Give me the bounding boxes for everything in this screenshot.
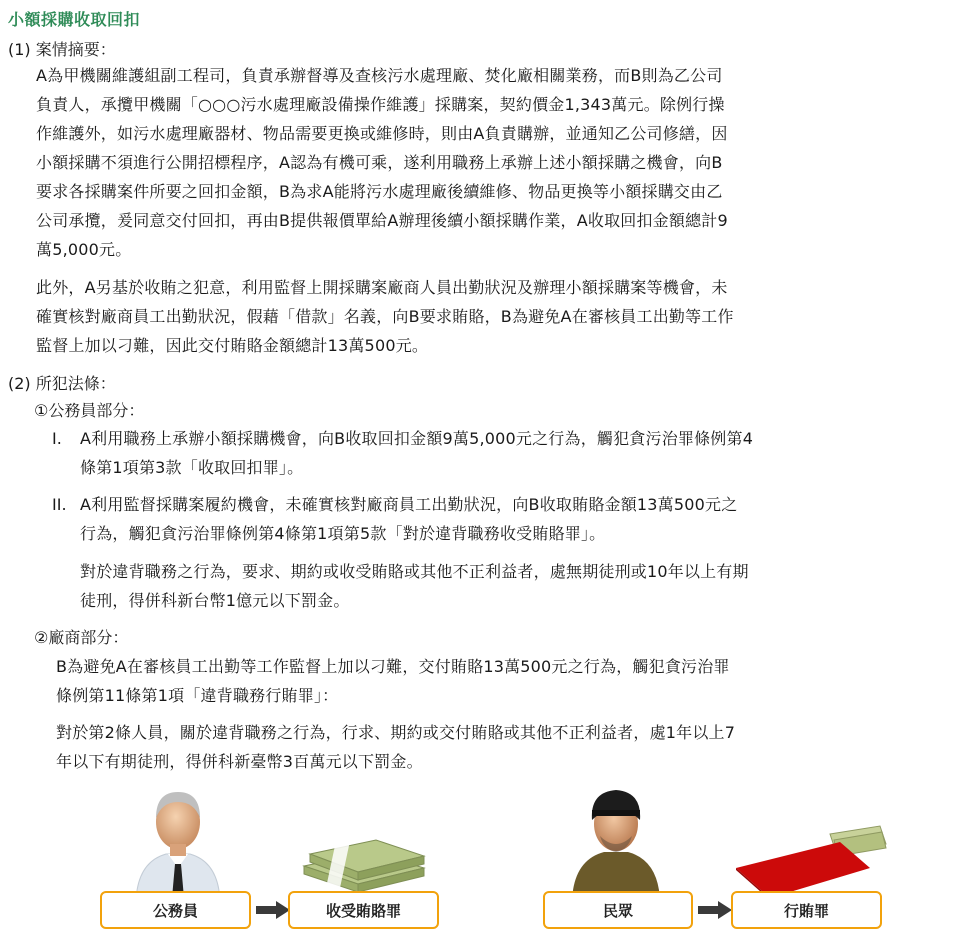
paragraph-line: 作維護外，如污水處理廠器材、物品需要更換或維修時，則由A負責購辦，並通知乙公司修繕，因 xyxy=(36,124,728,143)
label-box-civil-servant: 公務員 xyxy=(100,891,251,929)
paragraph-line: B為避免A在審核員工出勤等工作監督上加以刁難，交付賄賂13萬500元之行為，觸犯貪污治罪 xyxy=(56,657,730,676)
paragraph-line: 要求各採購案件所要之回扣金額，B為求A能將污水處理廠後續維修、物品更換等小額採購交由乙 xyxy=(36,182,723,201)
paragraph-line: 此外，A另基於收賄之犯意，利用監督上開採購案廠商人員出勤狀況及辦理小額採購案等機會，未 xyxy=(36,278,728,297)
item-marker: I. xyxy=(52,429,62,448)
section-heading: (2) 所犯法條： xyxy=(8,374,116,393)
paragraph-line: A利用職務上承辦小額採購機會，向B收取回扣金額9萬5,000元之行為，觸犯貪污治罪條例第4 xyxy=(80,429,754,448)
paragraph-line: 負責人，承攬甲機關「○○○污水處理廠設備操作維護」採購案，契約價金1,343萬元。除例行操 xyxy=(36,95,725,114)
civil-servant-figure xyxy=(128,780,228,900)
paragraph-line: 小額採購不須進行公開招標程序，A認為有機可乘，遂利用職務上承辦上述小額採購之機會，向B xyxy=(36,153,723,172)
subsection-heading: ②廠商部分： xyxy=(34,628,129,647)
subsection-heading: ①公務員部分： xyxy=(34,401,145,420)
paragraph-line: 對於違背職務之行為，要求、期約或收受賄賂或其他不正利益者，處無期徒刑或10年以上有期 xyxy=(80,562,749,581)
label-box-citizen: 民眾 xyxy=(543,891,693,929)
paragraph-line: A為甲機關維護組副工程司，負責承辦督導及查核污水處理廠、焚化廠相關業務，而B則為乙公司 xyxy=(36,66,723,85)
right-arrow-icon xyxy=(256,901,290,919)
section-heading: (1) 案情摘要： xyxy=(8,40,116,59)
paragraph-line: 對於第2條人員，關於違背職務之行為，行求、期約或交付賄賂或其他不正利益者，處1年以上7 xyxy=(56,723,736,742)
money-stack-icon xyxy=(300,822,430,894)
right-arrow-icon xyxy=(698,901,732,919)
paragraph-line: 監督上加以刁難，因此交付賄賂金額總計13萬500元。 xyxy=(36,336,429,355)
label-box-bribe-receipt: 收受賄賂罪 xyxy=(288,891,439,929)
page-title: 小額採購收取回扣 xyxy=(8,10,141,29)
paragraph-line: 徒刑，得併科新台幣1億元以下罰金。 xyxy=(80,591,350,610)
paragraph-line: A利用監督採購案履約機會，未確實核對廠商員工出勤狀況，向B收取賄賂金額13萬500元之 xyxy=(80,495,738,514)
paragraph-line: 公司承攬，爰同意交付回扣，再由B提供報價單給A辦理後續小額採購作業，A收取回扣金額總計9 xyxy=(36,211,728,230)
red-envelope-icon xyxy=(730,824,890,900)
citizen-figure xyxy=(566,780,666,900)
paragraph-line: 條例第11條第1項「違背職務行賄罪」： xyxy=(56,686,339,705)
paragraph-line: 行為，觸犯貪污治罪條例第4條第1項第5款「對於違背職務收受賄賂罪」。 xyxy=(80,524,606,543)
paragraph-line: 確實核對廠商員工出勤狀況，假藉「借款」名義，向B要求賄賂，B為避免A在審核員工出勤等工作 xyxy=(36,307,734,326)
item-marker: II. xyxy=(52,495,67,514)
paragraph-line: 年以下有期徒刑，得併科新臺幣3百萬元以下罰金。 xyxy=(56,752,423,771)
paragraph-line: 條第1項第3款「收取回扣罪」。 xyxy=(80,458,304,477)
label-box-bribery: 行賄罪 xyxy=(731,891,882,929)
paragraph-line: 萬5,000元。 xyxy=(36,240,132,259)
